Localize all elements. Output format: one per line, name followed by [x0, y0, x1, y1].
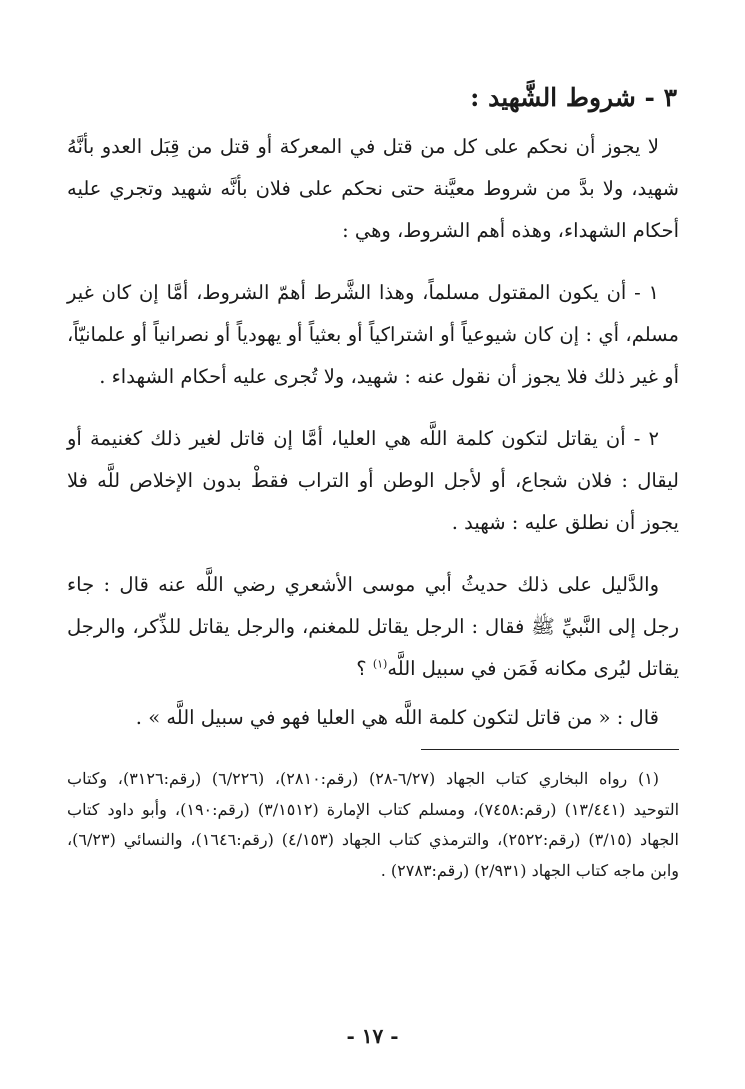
evidence-question-mark: ؟	[356, 657, 373, 680]
evidence-text: والدَّليل على ذلك حديثُ أبي موسى الأشعري رضي اللَّه عنه قال : جاء رجل إلى النَّبيِّ ﷺ فقال : الرجل يقاتل للمغنم، والرجل يقاتل للذِّكر، والرجل يقاتل ليُرى مكانه فَمَن في سبيل اللَّه	[67, 573, 679, 680]
evidence-paragraph	[67, 564, 679, 690]
footnote-text: (١) رواه البخاري كتاب الجهاد (٦/٢٧-٢٨) (رقم:٢٨١٠)، (٦/٢٢٦) (رقم:٣١٢٦)، وكتاب التوحيد (١٣/٤٤١) (رقم:٧٤٥٨)، ومسلم كتاب الإمارة (٣/١٥١٢) (رقم:١٩٠)، وأبو داود كتاب الجهاد (٣/١٥) (رقم:٢٥٢٢)، والترمذي كتاب الجهاد (٤/١٥٣) (رقم:١٦٤٦)، والنسائي (٦/٢٣)، وابن ماجه كتاب الجهاد (٢/٩٣١) (رقم:٢٧٨٣) .	[67, 769, 680, 880]
intro-paragraph: لا يجوز أن نحكم على كل من قتل في المعركة أو قتل من قِبَل العدو بأنَّهُ شهيد، ولا بدَّ من شروط معيَّنة حتى نحكم على فلان بأنَّه شهيد وتجري عليه أحكام الشهداء، وهذه أهم الشروط، وهي :	[67, 135, 679, 242]
footnote-divider	[421, 749, 679, 750]
condition-1-paragraph: ١ - أن يكون المقتول مسلماً، وهذا الشَّرط أهمّ الشروط، أمَّا إن كان غير مسلم، أي : إن كان شيوعياً أو اشتراكياً أو بعثياً أو يهودياً أو نصرانياً أو علمانيّاً، أو غير ذلك فلا يجوز أن نقول عنه : شهيد، ولا تُجرى عليه أحكام الشهداء .	[67, 281, 679, 388]
condition-2-paragraph: ٢ - أن يقاتل لتكون كلمة اللَّه هي العليا، أمَّا إن قاتل لغير ذلك كغنيمة أو ليقال : فلان شجاع، أو لأجل الوطن أو التراب فقطْ بدون الإخلاص للَّه فلا يجوز أن نطلق عليه : شهيد .	[67, 427, 679, 534]
footnote-marker: (١)	[372, 657, 388, 671]
answer-paragraph: قال : « من قاتل لتكون كلمة اللَّه هي العليا فهو في سبيل اللَّه » .	[135, 706, 659, 729]
section-heading: ٣ - شروط الشَّهيد :	[470, 83, 677, 112]
page-number: - ١٧ -	[346, 1024, 399, 1048]
